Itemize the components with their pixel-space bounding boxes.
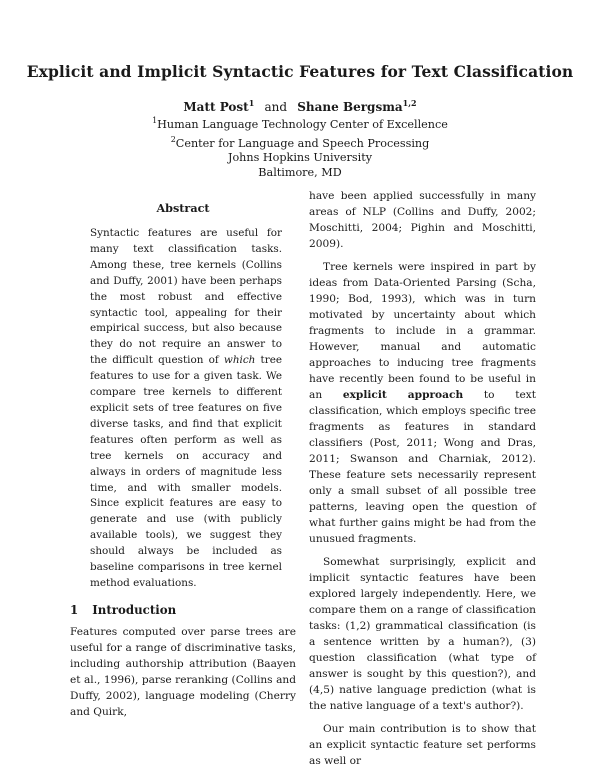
author-superscript: 1 (248, 98, 255, 108)
author-name: Matt Post (183, 100, 249, 114)
body-bold-text: explicit approach (342, 389, 464, 401)
section-heading (70, 602, 296, 618)
left-column (70, 200, 296, 720)
section-title: Introduction (92, 602, 177, 617)
affiliation-superscript: 2 (170, 134, 176, 144)
paper-title: Explicit and Implicit Syntactic Features for Text Classification (26, 62, 574, 81)
right-column (309, 188, 536, 769)
author-names (0, 96, 600, 114)
author-block (0, 96, 600, 180)
body-paragraph: Our main contribution is to show that an explicit syntactic feature set performs as well or (309, 723, 536, 767)
body-paragraph: have been applied successfully in many areas of NLP (Collins and Duffy, 2002; Moschitti, 2004; Pighin and Moschitti, 2009). (309, 190, 536, 250)
affiliation: Johns Hopkins University (227, 151, 373, 165)
abstract-heading: Abstract (156, 201, 210, 215)
section-number: 1 (70, 602, 79, 617)
body-paragraph (309, 259, 536, 547)
intro-paragraph: Features computed over parse trees are useful for a range of discriminative tasks, including authorship attribution (Baayen et al., 1996), parse reranking (Collins and Duffy, 2002), language modeling (Cherry and Quirk, (70, 625, 296, 718)
affiliation (0, 114, 600, 133)
abstract-emphasis: which (223, 354, 256, 367)
abstract-text-part: tree features to use for a given task. We compare tree kernels to different explicit sets of tree features on five diverse tasks, and find that explicit features often perform as well as tree kernels on accuracy and always in orders of magnitude less time, and with smaller models. Since explicit features are easy to generate and use (with publicly available tools), we suggest they should always be included as baseline comparisons in tree kernel method evaluations. (90, 354, 282, 589)
affiliation-text: Human Language Technology Center of Excellence (157, 118, 448, 131)
abstract-text (70, 226, 296, 592)
author-superscript: 1,2 (402, 98, 417, 108)
affiliation (0, 133, 600, 152)
affiliation-text: Center for Language and Speech Processing (175, 136, 430, 150)
author-name: Shane Bergsma (297, 100, 403, 114)
body-text-part: to text classification, which employs specific tree fragments as features in standard classifiers (Post, 2011; Wong and Dras, 2011; Swanson and Charniak, 2012). These feature sets necessarily represent only a small subset of all possible tree patterns, leaving open the question of what further gains might be had from the unusued fragments. (309, 389, 536, 545)
body-paragraph: Somewhat surprisingly, explicit and implicit syntactic features have been explored largely independently. Here, we compare them on a range of classification tasks: (1,2) grammatical classification (is a sentence written by a human?), (3) question classification (what type of answer is sought by this question?), and (4,5) native language prediction (what is the native language of a text's author?). (309, 556, 536, 712)
author-separator: and (264, 100, 288, 114)
affiliation-superscript: 1 (152, 116, 158, 125)
abstract-text-part: Syntactic features are useful for many text classification tasks. Among these, tree kernels (Collins and Duffy, 2001) have been perhaps the most robust and effective syntactic tool, appealing for their empirical success, but also because they do not require an answer to the difficult question of (90, 227, 282, 367)
affiliation: Baltimore, MD (258, 165, 342, 179)
body-text-part: Tree kernels were inspired in part by ideas from Data-Oriented Parsing (Scha, 1990; Bod, 1993), which was in turn motivated by uncertainty about which fragments to include in a grammar. However, manual and automatic approaches to inducing tree fragments have recently been found to be useful in an (309, 261, 536, 401)
